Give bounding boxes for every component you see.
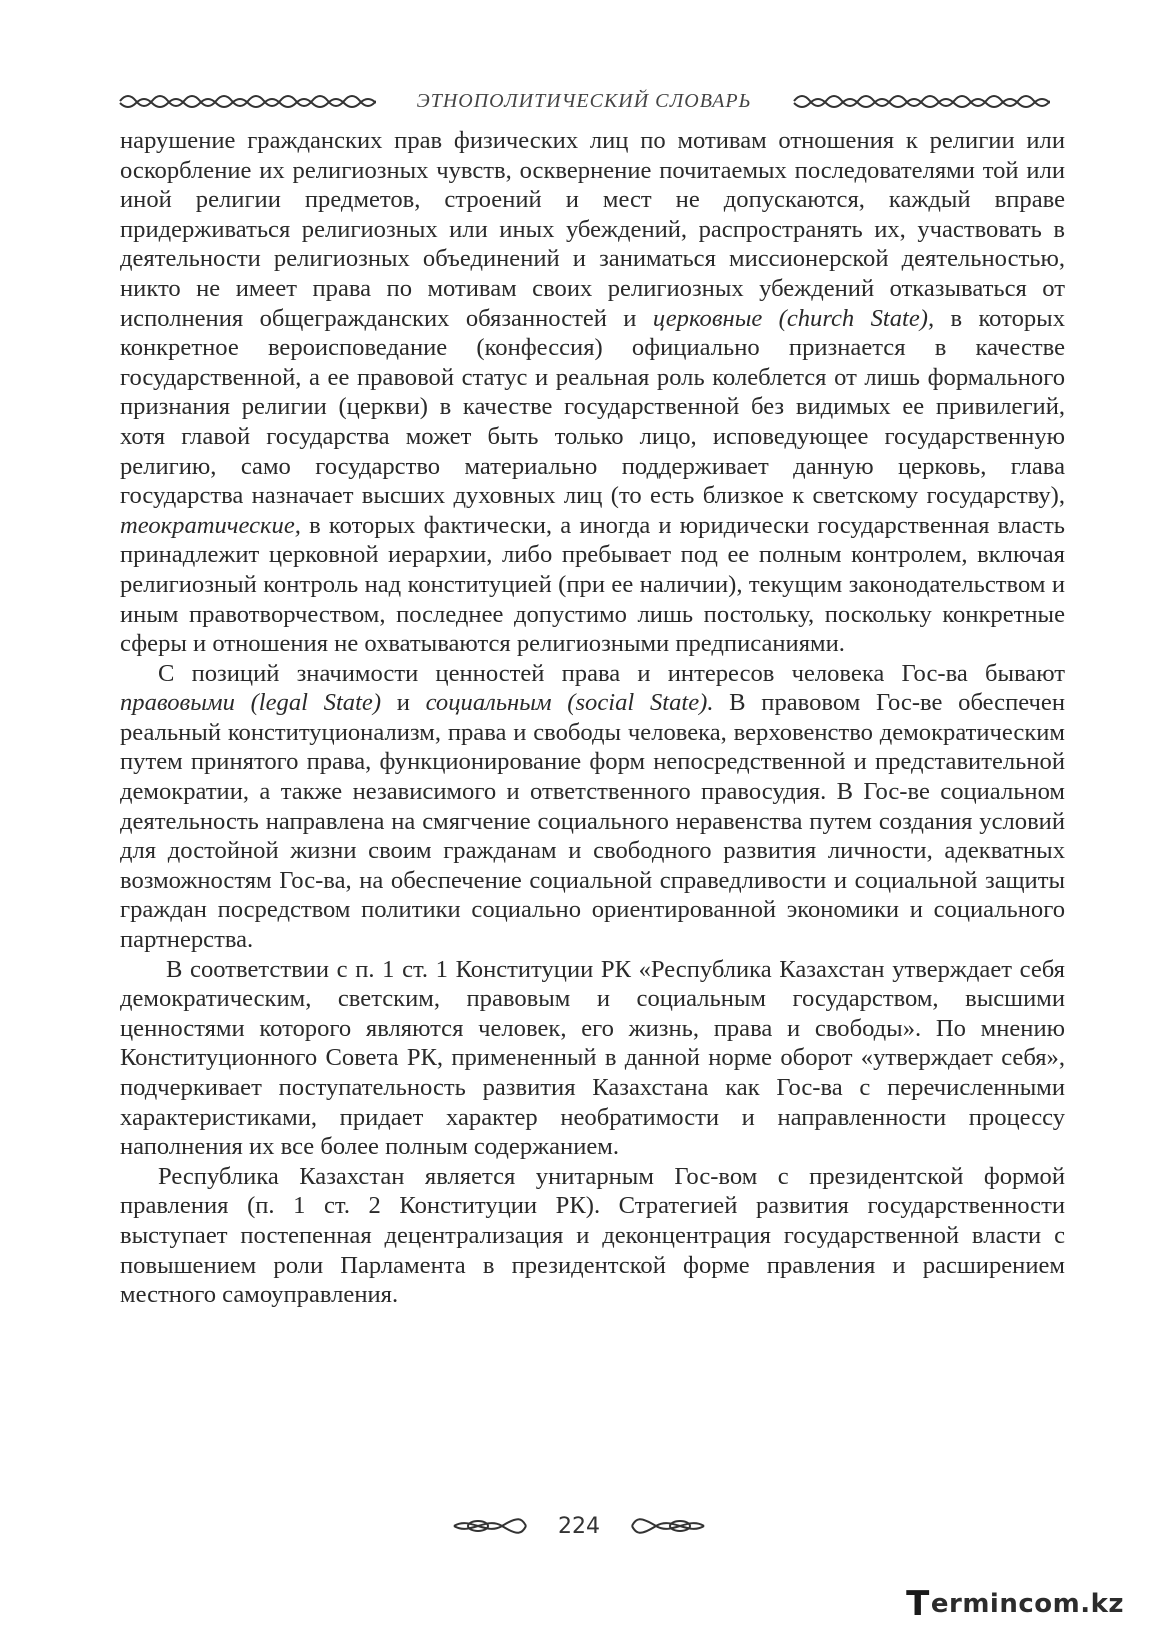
flourish-icon bbox=[450, 1514, 530, 1538]
paragraph-text: С позиций значимости ценностей права и интересов человека Гос-ва бывают bbox=[158, 659, 1065, 687]
running-header bbox=[118, 86, 1050, 116]
paragraph-text: в которых конкретное вероисповедание (конфессия) официально признается в качестве государственной, а ее правовой статус и реальная роль колеблется от лишь формального признания религии (церкви) в качестве государственной без видимых ее привилегий, хотя главой государства может быть только лицо, исповедующее государственную религию, само государство материально поддерживает данную церковь, глава государства назначает высших духовных лиц (то есть близкое к светскому государству), bbox=[120, 304, 1065, 510]
paragraph-text: В правовом Гос-ве обеспечен реальный конституционализм, права и свободы человека, верховенство демократическим путем принятого права, функционирование форм непосредственной и представительной демократии, а также независимого и ответственного правосудия. В Гос-ве социальном деятельность направлена на смягчение социального неравенства путем создания условий для достойной жизни своим гражданам и свободного развития личности, адекватных возможностям Гос-ва, на обеспечение социальной справедливости и социальной защиты граждан посредством политики социально ориентированной экономики и социального партнерства. bbox=[120, 689, 1065, 954]
watermark-initial: T bbox=[906, 1584, 930, 1624]
paragraph-4: Республика Казахстан является унитарным Гос-вом с президентской формой правления (п. 1 ст. 2 Конституции РК). Стратегией развития государственности выступает постепенная децентрализация и деконцентрация государственной власти с повышением роли Парламента в президентской форме правления и расширением местного самоуправления. bbox=[120, 1162, 1065, 1309]
paragraph-text: нарушение гражданских прав физических лиц по мотивам отношения к религии или оскорбление их религиозных чувств, осквернение почитаемых последователями той или иной религии предметов, строений и мест не допускаются, каждый вправе придерживаться религиозных или иных убеждений, распространять их, участвовать в деятельности религиозных объединений и заниматься миссионерской деятельностью, никто не имеет права по мотивам своих религиозных убеждений отказываться от исполнения общегражданских обязанностей и bbox=[120, 127, 1065, 332]
header-title: ЭТНОПОЛИТИЧЕСКИЙ СЛОВАРЬ bbox=[416, 89, 752, 112]
watermark-text: ermincom.kz bbox=[930, 1589, 1124, 1619]
ornament-border-icon bbox=[792, 90, 1050, 112]
ornament-border-icon bbox=[118, 90, 376, 112]
flourish-icon bbox=[628, 1514, 708, 1538]
term-italic: теократические, bbox=[120, 511, 301, 539]
paragraph-3: В соответствии с п. 1 ст. 1 Конституции РК «Республика Казахстан утверждает себя демократическим, светским, правовым и социальным государством, высшими ценностями которого являются человек, его жизнь, права и свободы». По мнению Конституционного Совета РК, примененный в данной норме оборот «утверждает себя», подчеркивает поступательность развития Казахстана как Гос-ва с перечисленными характеристиками, придает характер необратимости и направленности процессу наполнения их все более полным содержанием. bbox=[120, 955, 1065, 1161]
paragraph-2 bbox=[120, 659, 1065, 955]
paragraph-1 bbox=[120, 126, 1065, 659]
watermark-logo bbox=[906, 1584, 1124, 1624]
paragraph-text: и bbox=[381, 689, 426, 717]
page-footer bbox=[0, 1508, 1158, 1544]
term-italic: церковные (church State), bbox=[652, 304, 935, 332]
paragraph-text: в которых фактически, а иногда и юридически государственная власть принадлежит церковной иерархии, либо пребывает под ее полным контролем, включая религиозный контроль над конституцией (при ее наличии), текущим законодательством и иным правотворчеством, последнее допустимо лишь постольку, поскольку конкретные сферы и отношения не охватываются религиозными предписаниями. bbox=[120, 511, 1065, 658]
page-number: 224 bbox=[558, 1513, 600, 1539]
body-text bbox=[120, 126, 1065, 1310]
term-italic: правовыми (legal State) bbox=[120, 689, 382, 717]
term-italic: социальным (social State). bbox=[425, 689, 714, 717]
